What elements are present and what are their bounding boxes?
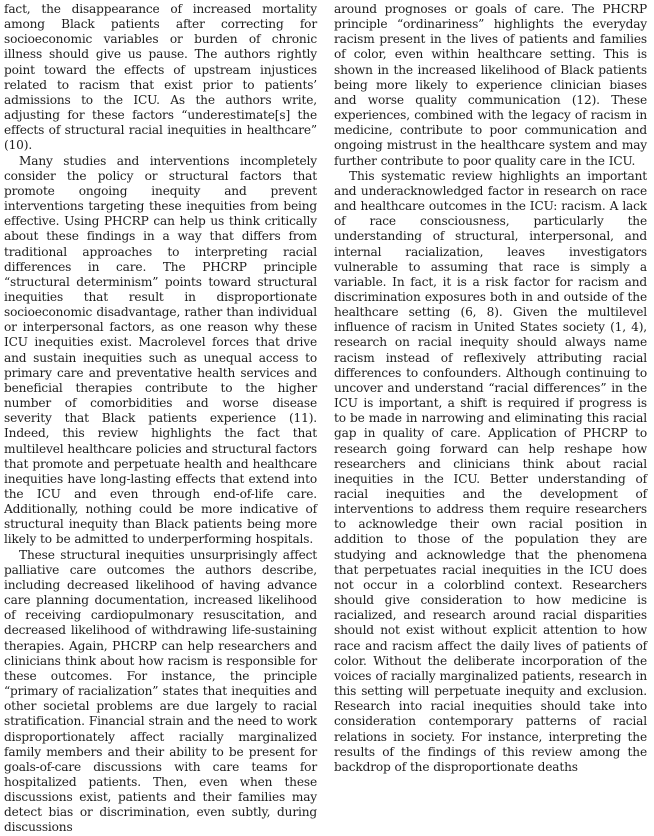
- paragraph-palliative-care: These structural inequities unsurprisingly affect palliative care outcomes the authors describe, including decreased likelihood of having advance care planning documentation, increased likelihood of receiving cardiopulmonary resuscitation, and decreased likelihood of withdrawing life-sustaining therapies. Again, PHCRP can help researchers and clinicians think about how racism is responsible for these outcomes. For instance, the principle “primary of racialization” states that inequities and other societal problems are due largely to racial stratification. Financial strain and the need to work disproportionately affect racially marginalized family members and their ability to be present for goals-of-care discussions with care teams for hospitalized patients. Then, even when these discussions exist, patients and their families may detect bias or discrimination, even subtly, during discussions: [4, 547, 317, 835]
- right-text-column: [334, 2, 647, 775]
- paragraph-structural-determinism: Many studies and interventions incompletely consider the policy or structural factors that promote ongoing inequity and prevent interventions targeting these inequities from being effective. Using PHCRP can help us think critically about these findings in a way that differs from traditional approaches to interpreting racial differences in care. The PHCRP principle “structural determinism” points toward structural inequities that result in disproportionate socioeconomic disadvantage, rather than individual or interpersonal factors, as one reason why these ICU inequities exist. Macrolevel forces that drive and sustain inequities such as unequal access to primary care and preventative health services and beneficial therapies contribute to the higher number of comorbidities and worse disease severity that Black patients experience (11). Indeed, this review highlights the fact that multilevel healthcare policies and structural factors that promote and perpetuate health and healthcare inequities have long-lasting effects that extend into the ICU and even through end-of-life care. Additionally, nothing could be more indicative of structural inequity than Black patients being more likely to be admitted to underperforming hospitals.: [4, 153, 317, 547]
- left-text-column: [4, 2, 317, 836]
- paragraph-ordinariness: around prognoses or goals of care. The PHCRP principle “ordinariness” highlights the everyday racism present in the lives of patients and families of color, even within healthcare setting. This is shown in the increased likelihood of Black patients being more likely to experience clinician biases and worse quality communication (12). These experiences, combined with the legacy of racism in medicine, contribute to poor communication and ongoing mistrust in the healthcare system and may further contribute to poor quality care in the ICU.: [334, 2, 647, 168]
- paragraph-continued: fact, the disappearance of increased mortality among Black patients after correcting for socioeconomic variables or burden of chronic illness should give us pause. The authors rightly point toward the effects of upstream injustices related to racism that exist prior to patients’ admissions to the ICU. As the authors write, adjusting for these factors “underestimate[s] the effects of structural racial inequities in healthcare” (10).: [4, 2, 317, 153]
- paragraph-systematic-review: This systematic review highlights an important and underacknowledged factor in research on race and healthcare outcomes in the ICU: racism. A lack of race consciousness, particularly the understanding of structural, interpersonal, and internal racialization, leaves investigators vulnerable to assuming that race is simply a variable. In fact, it is a risk factor for racism and discrimination exposures both in and outside of the healthcare setting (6, 8). Given the multilevel influence of racism in United States society (1, 4), research on racial inequity should always name racism instead of reflexively attributing racial differences to confounders. Although continuing to uncover and understand “racial differences” in the ICU is important, a shift is required if progress is to be made in narrowing and eliminating this racial gap in quality of care. Application of PHCRP to research going forward can help reshape how researchers and clinicians think about racial inequities in the ICU. Better understanding of racial inequities and the development of interventions to address them require researchers to acknowledge their own racial position in addition to those of the population they are studying and acknowledge that the phenomena that perpetuates racial inequities in the ICU does not occur in a colorblind context. Researchers should give consideration to how medicine is racialized, and research around racial disparities should not exist without explicit attention to how race and racism affect the daily lives of patients of color. Without the deliberate incorporation of the voices of racially marginalized patients, research in this setting will perpetuate inequity and exclusion. Research into racial inequities should take into consideration contemporary patterns of racial relations in society. For instance, interpreting the results of the findings of this review among the backdrop of the disproportionate deaths: [334, 168, 647, 774]
